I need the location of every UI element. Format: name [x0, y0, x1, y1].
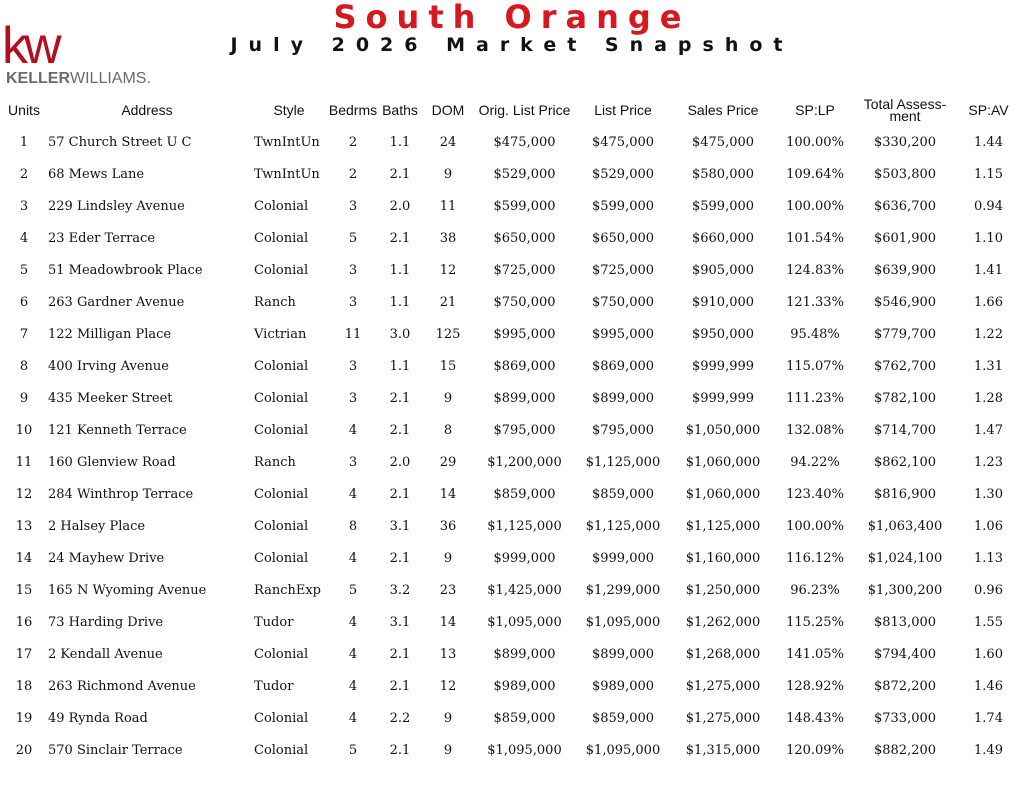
cell-sp-av: 1.44 — [974, 134, 1003, 150]
cell-baths: 3.0 — [389, 326, 411, 342]
table-header-row — [4, 94, 1022, 126]
cell-units: 14 — [15, 550, 33, 566]
cell-style: TwnIntUn — [254, 134, 320, 150]
column-header-address: Address — [121, 101, 173, 118]
column-header-total-assessment: Total Assess-ment — [863, 96, 947, 124]
table-row — [4, 734, 1022, 766]
cell-dom: 12 — [439, 262, 457, 278]
cell-bedrooms: 3 — [348, 454, 358, 470]
cell-style: Colonial — [254, 742, 309, 758]
cell-address: 57 Church Street U C — [48, 134, 192, 150]
cell-baths: 1.1 — [389, 358, 411, 374]
cell-address: 121 Kenneth Terrace — [48, 422, 187, 438]
cell-sales-price: $1,050,000 — [685, 422, 761, 438]
cell-sales-price: $475,000 — [691, 134, 755, 150]
cell-list-price: $859,000 — [591, 486, 655, 502]
cell-address: 23 Eder Terrace — [48, 230, 156, 246]
cell-list-price: $1,299,000 — [585, 582, 661, 598]
cell-bedrooms: 5 — [348, 230, 358, 246]
table-row — [4, 510, 1022, 542]
cell-sp-av: 1.28 — [974, 390, 1003, 406]
cell-style: Colonial — [254, 262, 309, 278]
cell-bedrooms: 11 — [344, 326, 362, 342]
cell-orig-list-price: $899,000 — [493, 646, 556, 662]
cell-sales-price: $580,000 — [691, 166, 755, 182]
table-row — [4, 158, 1022, 190]
cell-style: Tudor — [254, 614, 294, 630]
cell-sp-lp: 116.12% — [786, 550, 844, 566]
cell-sp-av: 1.15 — [974, 166, 1003, 182]
column-header-sp-lp: SP:LP — [795, 101, 835, 118]
cell-sp-lp: 120.09% — [786, 742, 844, 758]
cell-total-assessment: $813,000 — [873, 614, 937, 630]
cell-style: Colonial — [254, 550, 309, 566]
cell-orig-list-price: $859,000 — [493, 710, 556, 726]
cell-address: 263 Richmond Avenue — [48, 678, 196, 694]
cell-list-price: $650,000 — [591, 230, 655, 246]
table-row — [4, 414, 1022, 446]
column-header-list-price: List Price — [594, 101, 652, 118]
cell-orig-list-price: $1,095,000 — [487, 742, 562, 758]
kw-logo-mark: kw — [2, 17, 58, 75]
cell-style: Colonial — [254, 422, 309, 438]
cell-list-price: $1,095,000 — [585, 742, 661, 758]
cell-address: 122 Milligan Place — [48, 326, 172, 342]
cell-sp-lp: 121.33% — [786, 294, 844, 310]
cell-list-price: $999,000 — [591, 550, 655, 566]
cell-sales-price: $999,999 — [691, 390, 755, 406]
cell-list-price: $475,000 — [591, 134, 655, 150]
cell-address: 165 N Wyoming Avenue — [48, 582, 207, 598]
cell-list-price: $529,000 — [591, 166, 655, 182]
cell-style: Colonial — [254, 710, 309, 726]
cell-sales-price: $1,268,000 — [685, 646, 761, 662]
cell-list-price: $725,000 — [591, 262, 655, 278]
cell-sp-lp: 100.00% — [786, 518, 844, 534]
cell-dom: 13 — [439, 646, 457, 662]
cell-dom: 14 — [439, 486, 457, 502]
cell-dom: 14 — [439, 614, 457, 630]
cell-units: 13 — [15, 518, 33, 534]
cell-bedrooms: 5 — [348, 742, 358, 758]
cell-bedrooms: 4 — [348, 614, 358, 630]
cell-dom: 15 — [439, 358, 457, 374]
page-subtitle: July 2026 Market Snapshot — [230, 34, 794, 56]
cell-total-assessment: $639,900 — [873, 262, 937, 278]
cell-units: 6 — [19, 294, 29, 310]
cell-orig-list-price: $1,095,000 — [487, 614, 562, 630]
cell-units: 19 — [15, 710, 33, 726]
cell-units: 15 — [15, 582, 33, 598]
cell-list-price: $795,000 — [591, 422, 655, 438]
cell-orig-list-price: $599,000 — [493, 198, 556, 214]
cell-baths: 2.1 — [389, 646, 411, 662]
cell-sales-price: $1,060,000 — [685, 486, 761, 502]
cell-orig-list-price: $650,000 — [493, 230, 556, 246]
cell-list-price: $1,125,000 — [585, 518, 661, 534]
table-row — [4, 382, 1022, 414]
cell-sp-av: 1.47 — [974, 422, 1003, 438]
cell-sales-price: $660,000 — [691, 230, 755, 246]
cell-sp-lp: 128.92% — [786, 678, 844, 694]
kw-logo-wordmark: KELLERWILLIAMS. — [6, 70, 151, 87]
cell-units: 12 — [15, 486, 33, 502]
cell-sp-lp: 95.48% — [790, 326, 840, 342]
cell-bedrooms: 5 — [348, 582, 358, 598]
cell-sp-lp: 132.08% — [786, 422, 844, 438]
cell-bedrooms: 4 — [348, 646, 358, 662]
cell-address: 435 Meeker Street — [48, 390, 173, 406]
cell-dom: 21 — [439, 294, 457, 310]
cell-units: 11 — [15, 454, 33, 470]
cell-sp-av: 1.31 — [974, 358, 1003, 374]
cell-orig-list-price: $899,000 — [493, 390, 556, 406]
column-header-bedrooms: Bedrms — [328, 101, 378, 118]
cell-style: Tudor — [254, 678, 294, 694]
cell-baths: 2.0 — [389, 454, 411, 470]
cell-sales-price: $1,160,000 — [685, 550, 761, 566]
cell-sp-av: 1.13 — [974, 550, 1003, 566]
cell-style: Ranch — [254, 294, 296, 310]
table-row — [4, 446, 1022, 478]
cell-dom: 9 — [443, 550, 453, 566]
table-row — [4, 702, 1022, 734]
cell-list-price: $899,000 — [591, 390, 655, 406]
cell-baths: 3.2 — [389, 582, 411, 598]
cell-style: Colonial — [254, 486, 309, 502]
cell-orig-list-price: $529,000 — [493, 166, 556, 182]
column-header-units: Units — [8, 101, 40, 118]
cell-total-assessment: $503,800 — [873, 166, 937, 182]
cell-sales-price: $1,262,000 — [685, 614, 761, 630]
cell-dom: 12 — [439, 678, 457, 694]
cell-list-price: $989,000 — [591, 678, 655, 694]
cell-orig-list-price: $475,000 — [493, 134, 556, 150]
cell-sp-av: 0.94 — [974, 198, 1003, 214]
cell-total-assessment: $1,300,200 — [867, 582, 943, 598]
cell-sp-av: 1.10 — [974, 230, 1003, 246]
cell-dom: 24 — [439, 134, 457, 150]
cell-total-assessment: $546,900 — [873, 294, 937, 310]
cell-baths: 2.1 — [389, 678, 411, 694]
table-row — [4, 126, 1022, 158]
cell-total-assessment: $330,200 — [873, 134, 937, 150]
cell-dom: 38 — [439, 230, 457, 246]
cell-style: RanchExp — [254, 582, 322, 598]
cell-address: 160 Glenview Road — [48, 454, 176, 470]
cell-sp-av: 1.46 — [974, 678, 1003, 694]
table-row — [4, 638, 1022, 670]
cell-units: 1 — [19, 134, 29, 150]
cell-list-price: $1,125,000 — [585, 454, 661, 470]
cell-sp-lp: 148.43% — [786, 710, 844, 726]
cell-total-assessment: $714,700 — [873, 422, 937, 438]
cell-units: 9 — [19, 390, 29, 406]
cell-style: Victrian — [254, 326, 307, 342]
cell-baths: 2.1 — [389, 166, 411, 182]
cell-sp-av: 1.06 — [974, 518, 1003, 534]
cell-address: 570 Sinclair Terrace — [48, 742, 183, 758]
table-row — [4, 318, 1022, 350]
cell-units: 18 — [15, 678, 33, 694]
column-header-sales-price: Sales Price — [687, 101, 759, 118]
cell-style: TwnIntUn — [254, 166, 320, 182]
cell-baths: 2.1 — [389, 230, 411, 246]
cell-dom: 9 — [443, 710, 453, 726]
cell-orig-list-price: $750,000 — [493, 294, 556, 310]
cell-sales-price: $905,000 — [691, 262, 755, 278]
table-row — [4, 350, 1022, 382]
cell-sales-price: $1,125,000 — [685, 518, 761, 534]
cell-sales-price: $1,275,000 — [685, 710, 761, 726]
column-header-sp-av: SP:AV — [968, 101, 1009, 118]
table-row — [4, 574, 1022, 606]
cell-orig-list-price: $869,000 — [493, 358, 556, 374]
cell-style: Colonial — [254, 646, 309, 662]
cell-orig-list-price: $1,200,000 — [487, 454, 562, 470]
cell-sp-av: 1.55 — [974, 614, 1003, 630]
cell-sp-lp: 141.05% — [786, 646, 844, 662]
table-row — [4, 190, 1022, 222]
cell-dom: 29 — [439, 454, 457, 470]
column-header-style: Style — [273, 101, 305, 118]
cell-sp-lp: 109.64% — [786, 166, 844, 182]
cell-list-price: $869,000 — [591, 358, 655, 374]
cell-units: 16 — [15, 614, 33, 630]
cell-baths: 2.1 — [389, 390, 411, 406]
cell-list-price: $995,000 — [591, 326, 655, 342]
column-header-dom: DOM — [431, 101, 465, 118]
cell-address: 24 Mayhew Drive — [48, 550, 165, 566]
cell-dom: 9 — [443, 390, 453, 406]
cell-units: 20 — [15, 742, 33, 758]
cell-sales-price: $999,999 — [691, 358, 755, 374]
cell-baths: 3.1 — [389, 614, 411, 630]
cell-style: Colonial — [254, 230, 309, 246]
cell-units: 10 — [15, 422, 33, 438]
cell-total-assessment: $762,700 — [873, 358, 937, 374]
cell-units: 3 — [19, 198, 29, 214]
cell-address: 73 Harding Drive — [48, 614, 164, 630]
cell-dom: 9 — [443, 742, 453, 758]
cell-baths: 2.0 — [389, 198, 411, 214]
cell-sales-price: $1,250,000 — [685, 582, 761, 598]
cell-sp-av: 1.41 — [974, 262, 1003, 278]
cell-list-price: $899,000 — [591, 646, 655, 662]
cell-sp-lp: 123.40% — [786, 486, 844, 502]
table-row — [4, 670, 1022, 702]
cell-style: Ranch — [254, 454, 296, 470]
cell-sp-av: 1.74 — [974, 710, 1003, 726]
cell-orig-list-price: $1,125,000 — [487, 518, 562, 534]
column-header-baths: Baths — [382, 101, 418, 118]
cell-sales-price: $1,275,000 — [685, 678, 761, 694]
cell-total-assessment: $872,200 — [873, 678, 937, 694]
cell-address: 51 Meadowbrook Place — [48, 262, 203, 278]
cell-dom: 9 — [443, 166, 453, 182]
cell-address: 284 Winthrop Terrace — [48, 486, 194, 502]
cell-sp-lp: 96.23% — [790, 582, 840, 598]
cell-sp-av: 1.49 — [974, 742, 1003, 758]
cell-bedrooms: 2 — [348, 134, 358, 150]
cell-dom: 8 — [443, 422, 453, 438]
cell-list-price: $859,000 — [591, 710, 655, 726]
cell-dom: 125 — [435, 326, 461, 342]
cell-address: 229 Lindsley Avenue — [48, 198, 185, 214]
cell-bedrooms: 4 — [348, 678, 358, 694]
cell-sales-price: $950,000 — [691, 326, 755, 342]
cell-baths: 1.1 — [389, 262, 411, 278]
cell-sp-av: 1.60 — [974, 646, 1003, 662]
cell-baths: 2.1 — [389, 486, 411, 502]
cell-units: 5 — [19, 262, 29, 278]
cell-total-assessment: $1,024,100 — [867, 550, 943, 566]
cell-sp-av: 1.23 — [974, 454, 1003, 470]
cell-address: 68 Mews Lane — [48, 166, 145, 182]
cell-baths: 2.1 — [389, 422, 411, 438]
cell-orig-list-price: $995,000 — [493, 326, 556, 342]
cell-address: 263 Gardner Avenue — [48, 294, 185, 310]
cell-baths: 2.2 — [389, 710, 411, 726]
cell-sales-price: $1,060,000 — [685, 454, 761, 470]
cell-total-assessment: $782,100 — [873, 390, 937, 406]
market-snapshot-table — [4, 94, 1022, 766]
cell-style: Colonial — [254, 198, 309, 214]
cell-bedrooms: 2 — [348, 166, 358, 182]
cell-sales-price: $599,000 — [691, 198, 755, 214]
cell-total-assessment: $779,700 — [873, 326, 937, 342]
cell-bedrooms: 3 — [348, 198, 358, 214]
cell-bedrooms: 4 — [348, 486, 358, 502]
cell-total-assessment: $794,400 — [873, 646, 937, 662]
cell-sp-lp: 115.25% — [786, 614, 844, 630]
cell-sp-lp: 100.00% — [786, 134, 844, 150]
cell-units: 2 — [19, 166, 29, 182]
cell-bedrooms: 8 — [348, 518, 358, 534]
cell-bedrooms: 3 — [348, 262, 358, 278]
cell-sp-av: 1.22 — [974, 326, 1003, 342]
cell-baths: 1.1 — [389, 134, 411, 150]
cell-bedrooms: 4 — [348, 550, 358, 566]
cell-sp-lp: 94.22% — [790, 454, 840, 470]
cell-dom: 23 — [439, 582, 457, 598]
cell-bedrooms: 3 — [348, 358, 358, 374]
cell-baths: 1.1 — [389, 294, 411, 310]
table-row — [4, 606, 1022, 638]
cell-sp-av: 1.66 — [974, 294, 1003, 310]
table-row — [4, 542, 1022, 574]
cell-units: 7 — [19, 326, 29, 342]
cell-style: Colonial — [254, 518, 309, 534]
cell-sp-lp: 115.07% — [786, 358, 844, 374]
cell-list-price: $750,000 — [591, 294, 655, 310]
cell-total-assessment: $733,000 — [873, 710, 937, 726]
table-row — [4, 222, 1022, 254]
cell-sp-av: 0.96 — [974, 582, 1003, 598]
column-header-orig-list-price: Orig. List Price — [478, 101, 571, 118]
cell-bedrooms: 3 — [348, 390, 358, 406]
table-row — [4, 478, 1022, 510]
table-row — [4, 254, 1022, 286]
cell-sp-lp: 124.83% — [786, 262, 844, 278]
page-title: South Orange — [333, 0, 691, 36]
cell-total-assessment: $862,100 — [873, 454, 937, 470]
cell-bedrooms: 3 — [348, 294, 358, 310]
cell-sp-lp: 100.00% — [786, 198, 844, 214]
cell-address: 49 Rynda Road — [48, 710, 148, 726]
cell-orig-list-price: $859,000 — [493, 486, 556, 502]
cell-sales-price: $910,000 — [691, 294, 755, 310]
table-row — [4, 286, 1022, 318]
cell-style: Colonial — [254, 390, 309, 406]
cell-orig-list-price: $795,000 — [493, 422, 556, 438]
cell-orig-list-price: $989,000 — [493, 678, 556, 694]
cell-list-price: $1,095,000 — [585, 614, 661, 630]
cell-sp-lp: 111.23% — [786, 390, 844, 406]
cell-address: 400 Irving Avenue — [48, 358, 169, 374]
cell-units: 8 — [19, 358, 29, 374]
cell-address: 2 Halsey Place — [48, 518, 146, 534]
cell-total-assessment: $882,200 — [873, 742, 937, 758]
cell-baths: 2.1 — [389, 550, 411, 566]
cell-style: Colonial — [254, 358, 309, 374]
cell-dom: 11 — [439, 198, 457, 214]
cell-orig-list-price: $1,425,000 — [487, 582, 562, 598]
cell-total-assessment: $1,063,400 — [867, 518, 943, 534]
cell-sales-price: $1,315,000 — [685, 742, 761, 758]
cell-baths: 2.1 — [389, 742, 411, 758]
cell-total-assessment: $601,900 — [873, 230, 937, 246]
cell-total-assessment: $636,700 — [873, 198, 937, 214]
cell-sp-av: 1.30 — [974, 486, 1003, 502]
cell-units: 17 — [15, 646, 33, 662]
cell-orig-list-price: $725,000 — [493, 262, 556, 278]
cell-address: 2 Kendall Avenue — [48, 646, 163, 662]
cell-list-price: $599,000 — [591, 198, 655, 214]
cell-dom: 36 — [439, 518, 457, 534]
cell-units: 4 — [19, 230, 29, 246]
cell-bedrooms: 4 — [348, 422, 358, 438]
cell-sp-lp: 101.54% — [786, 230, 844, 246]
cell-baths: 3.1 — [389, 518, 411, 534]
cell-orig-list-price: $999,000 — [493, 550, 556, 566]
cell-bedrooms: 4 — [348, 710, 358, 726]
cell-total-assessment: $816,900 — [873, 486, 937, 502]
